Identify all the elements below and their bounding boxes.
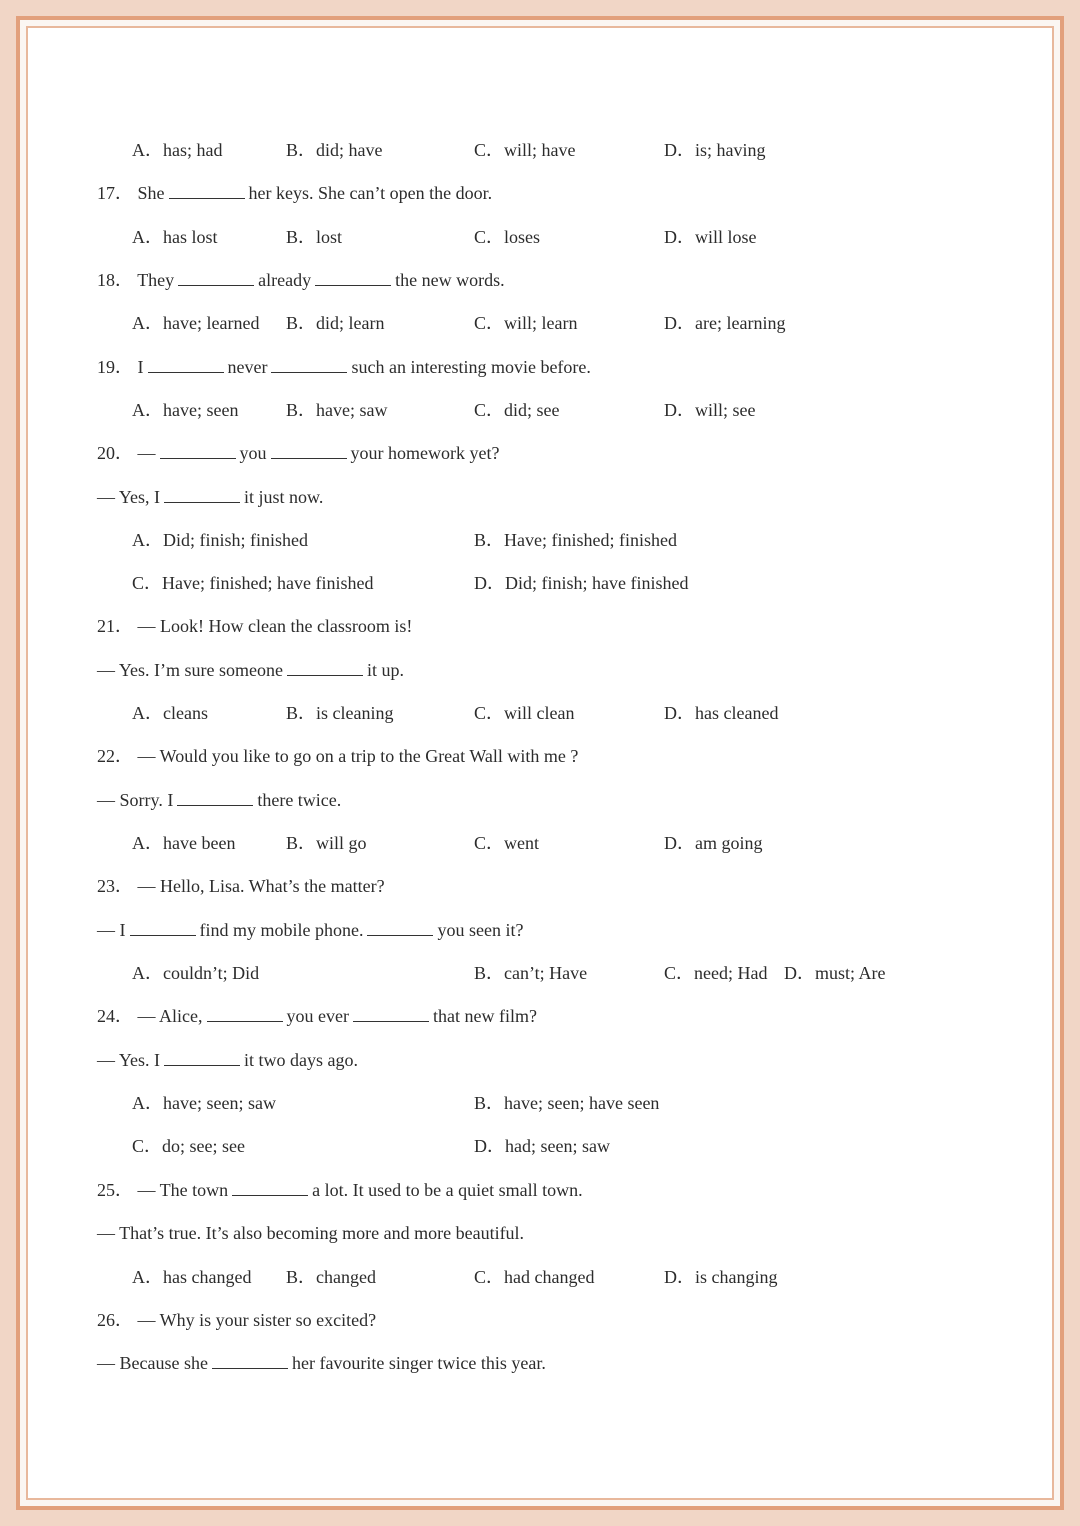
reply-text: her favourite singer twice this year. — [291, 1353, 546, 1373]
answer-blank[interactable] — [232, 1175, 308, 1196]
stem-text: already — [258, 270, 312, 290]
reply-text: — Sorry. I — [97, 790, 174, 810]
stem-text: — Look! How clean the classroom is! — [137, 616, 413, 636]
option-a[interactable]: A．has lost — [132, 227, 218, 247]
question-number: 21． — [97, 616, 133, 636]
answer-blank[interactable] — [271, 352, 347, 373]
option-c[interactable]: C．loses — [474, 227, 541, 247]
option-a[interactable]: A．have been — [132, 833, 236, 853]
question-number: 20． — [97, 443, 133, 463]
stem-text: — Why is your sister so excited? — [137, 1310, 377, 1330]
question-26-stem — [97, 1305, 376, 1335]
question-24-stem — [97, 1001, 537, 1031]
option-a[interactable]: A．has changed — [132, 1267, 252, 1287]
option-c[interactable]: C．had changed — [474, 1267, 595, 1287]
question-number: 26． — [97, 1310, 133, 1330]
option-a[interactable]: A．have; seen; saw — [132, 1093, 276, 1113]
stem-text: She — [137, 183, 165, 203]
option-d[interactable]: D．will; see — [664, 400, 756, 420]
stem-text: never — [227, 357, 268, 377]
question-26-reply — [97, 1348, 546, 1378]
question-21-stem — [97, 611, 412, 641]
stem-text: such an interesting movie before. — [351, 357, 591, 377]
question-25-stem — [97, 1175, 583, 1205]
answer-blank[interactable] — [207, 1001, 283, 1022]
answer-blank[interactable] — [178, 265, 254, 286]
stem-text: you — [239, 443, 267, 463]
reply-text: — That’s true. It’s also becoming more and more beautiful. — [97, 1223, 525, 1243]
option-d[interactable]: D．will lose — [664, 227, 757, 247]
stem-text: I — [137, 357, 144, 377]
answer-blank[interactable] — [271, 438, 347, 459]
answer-blank[interactable] — [130, 915, 196, 936]
reply-text: — Yes. I — [97, 1050, 161, 1070]
option-c[interactable]: C．did; see — [474, 400, 560, 420]
option-b[interactable]: B．will go — [286, 833, 367, 853]
option-c[interactable]: C．will clean — [474, 703, 575, 723]
question-number: 19． — [97, 357, 133, 377]
question-number: 23． — [97, 876, 133, 896]
question-22-stem — [97, 741, 578, 771]
answer-blank[interactable] — [315, 265, 391, 286]
option-b[interactable]: B．lost — [286, 227, 343, 247]
answer-blank[interactable] — [164, 482, 240, 503]
option-d[interactable]: D．is changing — [664, 1267, 778, 1287]
stem-text: — Would you like to go on a trip to the Great Wall with me ? — [137, 746, 579, 766]
stem-text: the new words. — [395, 270, 505, 290]
reply-text: — Yes. I’m sure someone — [97, 660, 283, 680]
option-b[interactable]: B．have; seen; have seen — [474, 1093, 660, 1113]
option-b[interactable]: B．have; saw — [286, 400, 388, 420]
option-c[interactable]: C．went — [474, 833, 539, 853]
question-23-stem — [97, 871, 385, 901]
question-17-stem — [97, 178, 492, 208]
option-d[interactable]: D．am going — [664, 833, 763, 853]
stem-text: They — [137, 270, 175, 290]
option-a[interactable]: A．cleans — [132, 703, 208, 723]
question-20-stem — [97, 438, 499, 468]
reply-text: it two days ago. — [244, 1050, 359, 1070]
question-number: 25． — [97, 1180, 133, 1200]
answer-blank[interactable] — [287, 655, 363, 676]
answer-blank[interactable] — [148, 352, 224, 373]
stem-text: — Hello, Lisa. What’s the matter? — [137, 876, 385, 896]
question-number: 22． — [97, 746, 133, 766]
option-b[interactable]: B．can’t; Have — [474, 963, 588, 983]
option-d[interactable]: D．had; seen; saw — [474, 1136, 610, 1156]
stem-text: a lot. It used to be a quiet small town. — [312, 1180, 583, 1200]
reply-text: there twice. — [257, 790, 342, 810]
stem-text: that new film? — [432, 1006, 537, 1026]
reply-text: you seen it? — [437, 920, 524, 940]
option-b[interactable]: B．Have; finished; finished — [474, 530, 677, 550]
option-d[interactable]: D．is; having — [664, 140, 766, 160]
stem-text: — The town — [137, 1180, 229, 1200]
option-d[interactable]: D．has cleaned — [664, 703, 779, 723]
question-25-reply — [97, 1218, 524, 1248]
reply-text: find my mobile phone. — [199, 920, 364, 940]
answer-blank[interactable] — [212, 1348, 288, 1369]
option-a[interactable]: A．has; had — [132, 140, 223, 160]
option-a[interactable]: A．Did; finish; finished — [132, 530, 308, 550]
question-19-stem — [97, 352, 591, 382]
question-20-reply — [97, 482, 323, 512]
option-a[interactable]: A．have; learned — [132, 313, 260, 333]
reply-text: — Yes, I — [97, 487, 161, 507]
option-c[interactable]: C．do; see; see — [132, 1136, 245, 1156]
question-18-stem — [97, 265, 505, 295]
option-c[interactable]: C．need; Had — [664, 963, 768, 983]
stem-text: — — [137, 443, 156, 463]
option-c[interactable]: C．will; learn — [474, 313, 578, 333]
option-d[interactable]: D．are; learning — [664, 313, 786, 333]
stem-text: her keys. She can’t open the door. — [248, 183, 493, 203]
reply-text: it up. — [367, 660, 405, 680]
question-21-reply — [97, 655, 404, 685]
option-a[interactable]: A．couldn’t; Did — [132, 963, 260, 983]
question-24-reply — [97, 1045, 358, 1075]
question-number: 24． — [97, 1006, 133, 1026]
question-number: 17． — [97, 183, 133, 203]
reply-text: — I — [97, 920, 126, 940]
answer-blank[interactable] — [353, 1001, 429, 1022]
stem-text: you ever — [286, 1006, 349, 1026]
stem-text: your homework yet? — [350, 443, 500, 463]
answer-blank[interactable] — [169, 178, 245, 199]
question-22-reply — [97, 785, 341, 815]
reply-text: — Because she — [97, 1353, 208, 1373]
answer-blank[interactable] — [160, 438, 236, 459]
question-number: 18． — [97, 270, 133, 290]
question-23-reply — [97, 915, 523, 945]
option-b[interactable]: B．is cleaning — [286, 703, 394, 723]
option-c[interactable]: C．Have; finished; have finished — [132, 573, 374, 593]
answer-blank[interactable] — [164, 1045, 240, 1066]
stem-text: — Alice, — [137, 1006, 203, 1026]
option-b[interactable]: B．did; learn — [286, 313, 385, 333]
option-c[interactable]: C．will; have — [474, 140, 576, 160]
option-b[interactable]: B．did; have — [286, 140, 383, 160]
option-d[interactable]: D．must; Are — [784, 963, 886, 983]
answer-blank[interactable] — [367, 915, 433, 936]
answer-blank[interactable] — [177, 785, 253, 806]
option-d[interactable]: D．Did; finish; have finished — [474, 573, 689, 593]
reply-text: it just now. — [244, 487, 324, 507]
option-a[interactable]: A．have; seen — [132, 400, 239, 420]
option-b[interactable]: B．changed — [286, 1267, 376, 1287]
